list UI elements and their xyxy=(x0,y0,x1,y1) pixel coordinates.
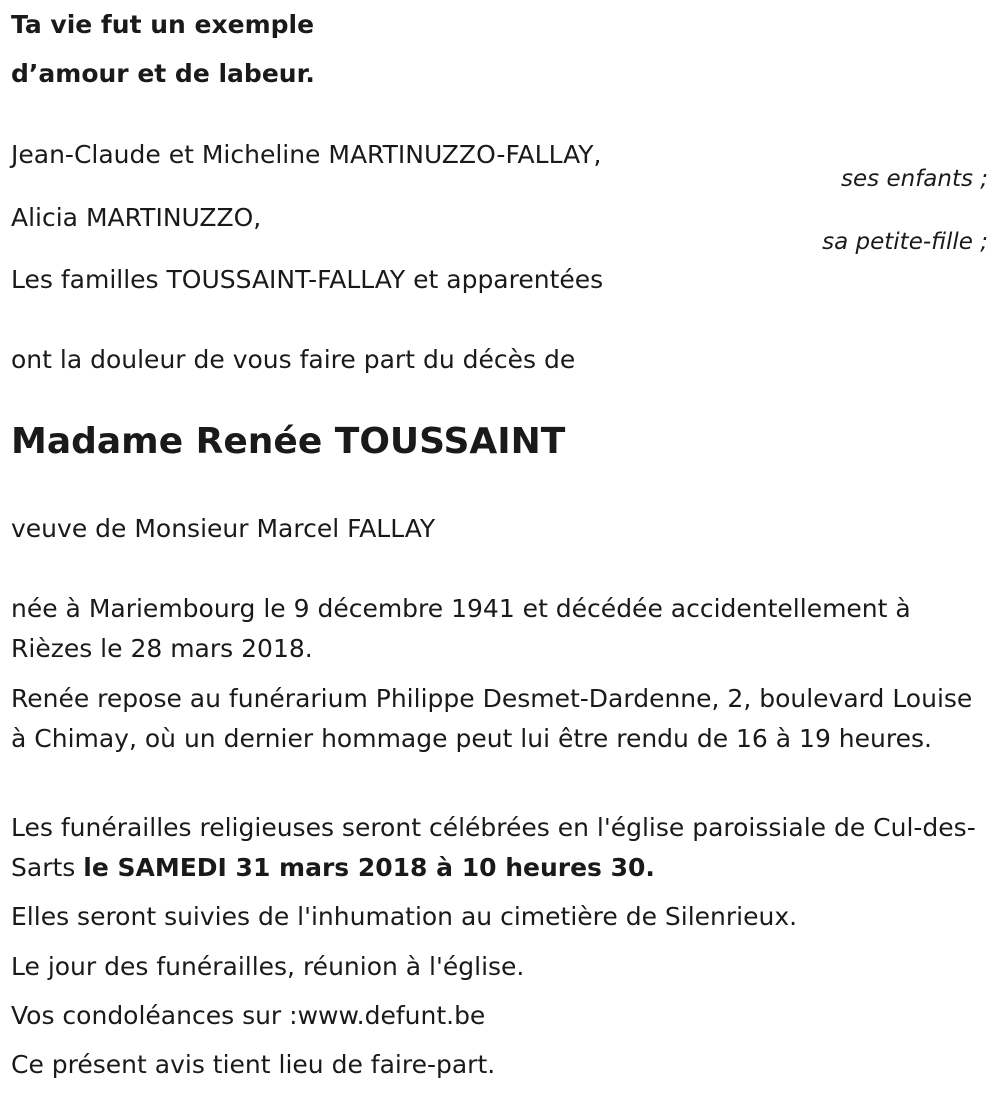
family-relation-granddaughter: sa petite-fille ; xyxy=(822,229,988,255)
notice-text: Ce présent avis tient lieu de faire-part. xyxy=(11,1050,496,1079)
meeting-text: Le jour des funérailles, réunion à l'église. xyxy=(11,952,525,981)
announcement-text: ont la douleur de vous faire part du décès de xyxy=(11,345,576,374)
funeral-text-plain: Les funérailles religieuses seront célébrées en l'église paroissiale de Cul-des-Sarts xyxy=(11,813,976,882)
widow-of-text: veuve de Monsieur Marcel FALLAY xyxy=(11,514,436,543)
family-member-granddaughter: Alicia MARTINUZZO, xyxy=(11,203,262,232)
birth-death-text: née à Mariembourg le 9 décembre 1941 et décédée accidentellement à Rièzes le 28 mars 2018. xyxy=(11,594,911,663)
epitaph-line-2: d’amour et de labeur. xyxy=(11,59,315,88)
family-member-relatives: Les familles TOUSSAINT-FALLAY et apparentées xyxy=(11,265,604,294)
deceased-name: Madame Renée TOUSSAINT xyxy=(11,421,566,462)
funeral-text xyxy=(11,808,986,888)
family-member-children: Jean-Claude et Micheline MARTINUZZO-FALLAY, xyxy=(11,140,602,169)
epitaph-line-1: Ta vie fut un exemple xyxy=(11,10,315,39)
condolences-text: Vos condoléances sur :www.defunt.be xyxy=(11,1001,486,1030)
family-relation-children: ses enfants ; xyxy=(841,166,988,192)
funeral-date-bold: le SAMEDI 31 mars 2018 à 10 heures 30. xyxy=(83,853,655,882)
repose-text: Renée repose au funérarium Philippe Desmet-Dardenne, 2, boulevard Louise à Chimay, où un dernier hommage peut lui être rendu de 16 à 19 heures. xyxy=(11,684,973,753)
burial-text: Elles seront suivies de l'inhumation au cimetière de Silenrieux. xyxy=(11,902,798,931)
